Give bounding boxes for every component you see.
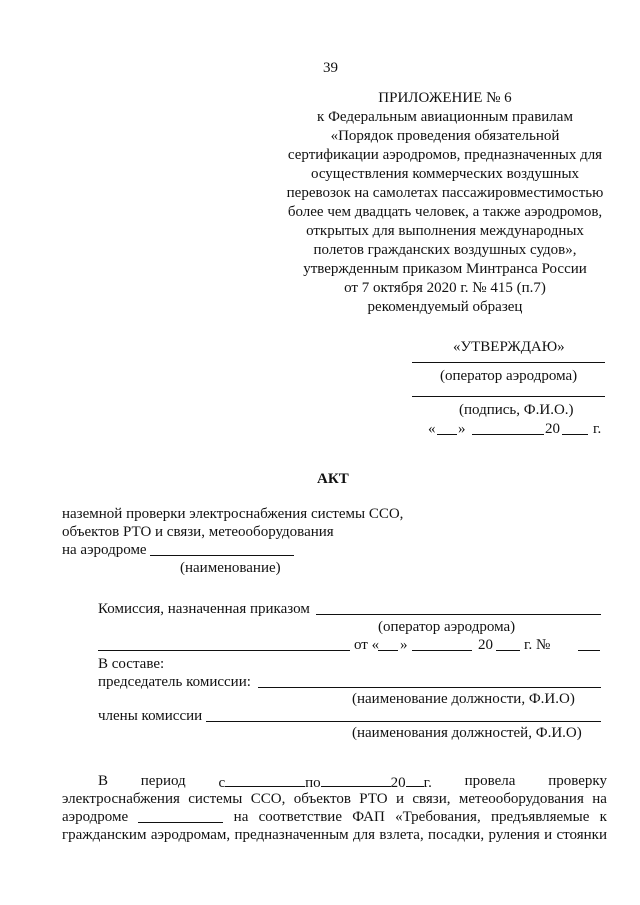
act-title: АКТ bbox=[317, 471, 349, 487]
page-number: 39 bbox=[323, 60, 338, 76]
body-word: электроснабжения bbox=[62, 791, 180, 807]
body-word: объектов bbox=[293, 791, 351, 807]
order-operator-caption: (оператор аэродрома) bbox=[378, 619, 516, 635]
members-field[interactable] bbox=[206, 721, 601, 722]
body-word: В bbox=[98, 773, 109, 789]
period-start-field[interactable] bbox=[225, 772, 305, 787]
body-word: на bbox=[592, 791, 607, 807]
appendix-line: открытых для выполнения международных bbox=[306, 223, 584, 239]
approval-year-suffix: г. bbox=[593, 421, 602, 437]
composition-label: В составе: bbox=[98, 656, 165, 672]
body-word: аэродроме bbox=[62, 809, 129, 825]
order-number-field[interactable] bbox=[578, 650, 600, 651]
body-line bbox=[62, 826, 607, 845]
body-word: «Требования, bbox=[395, 809, 481, 825]
body-line bbox=[62, 790, 607, 809]
chairman-label: председатель комиссии: bbox=[98, 674, 251, 690]
act-subject-line: объектов РТО и связи, метеооборудования bbox=[62, 524, 334, 540]
appendix-line: более чем двадцать человек, а также аэродромов, bbox=[287, 204, 603, 220]
order-issuer-field[interactable] bbox=[316, 614, 601, 615]
body-word: ФАП bbox=[352, 809, 385, 825]
body-word: РТО bbox=[359, 791, 388, 807]
order-day-field[interactable] bbox=[378, 650, 398, 651]
body-word: системы bbox=[188, 791, 243, 807]
chairman-field[interactable] bbox=[258, 687, 601, 688]
appendix-line: осуществления коммерческих воздушных bbox=[310, 166, 580, 182]
order-year-field[interactable] bbox=[496, 650, 520, 651]
appendix-line: перевозок на самолетах пассажировместимостью bbox=[286, 185, 604, 201]
body-word: стоянки bbox=[556, 827, 607, 843]
commission-order-label: Комиссия, назначенная приказом bbox=[98, 601, 310, 617]
body-word: провела bbox=[464, 773, 516, 789]
body-word: и bbox=[544, 827, 553, 843]
appendix-line: от 7 октября 2020 г. № 415 (п.7) bbox=[344, 280, 546, 296]
appendix-line: сертификации аэродромов, предназначенных для bbox=[287, 147, 603, 163]
body-word: посадки, bbox=[428, 827, 485, 843]
operator-caption: (оператор аэродрома) bbox=[440, 368, 578, 384]
body-word: к bbox=[599, 809, 607, 825]
body-word: проверку bbox=[548, 773, 607, 789]
airport-caption: (наименование) bbox=[180, 560, 281, 576]
body-word: аэродромам, bbox=[150, 827, 231, 843]
body-word: метеооборудования bbox=[458, 791, 584, 807]
approval-date-open-quote: « bbox=[428, 421, 436, 437]
appendix-line: утвержденным приказом Минтранса России bbox=[303, 261, 587, 277]
airport-name-field[interactable] bbox=[150, 555, 294, 556]
body-word: г. bbox=[423, 775, 432, 791]
body-word: по bbox=[305, 775, 321, 791]
body-word: ССО, bbox=[250, 791, 286, 807]
act-subject-line: наземной проверки электроснабжения системы ССО, bbox=[62, 506, 404, 522]
body-line bbox=[62, 808, 607, 827]
order-year-prefix: 20 bbox=[478, 637, 493, 653]
appendix-title: ПРИЛОЖЕНИЕ № 6 bbox=[378, 90, 512, 106]
body-airport-field[interactable] bbox=[138, 808, 223, 823]
approval-date-close-quote: » bbox=[458, 421, 466, 437]
appendix-line: «Порядок проведения обязательной bbox=[330, 128, 560, 144]
approval-day-field[interactable] bbox=[437, 434, 457, 435]
operator-line[interactable] bbox=[412, 362, 605, 363]
body-word: 20 bbox=[390, 775, 406, 791]
signature-caption: (подпись, Ф.И.О.) bbox=[459, 402, 574, 418]
approval-year-field[interactable] bbox=[562, 434, 588, 435]
body-word: и bbox=[395, 791, 404, 807]
signature-line[interactable] bbox=[412, 396, 605, 397]
period-year-field[interactable] bbox=[406, 772, 424, 787]
order-quote-close: » bbox=[400, 637, 408, 653]
body-word: на bbox=[233, 809, 249, 825]
chairman-caption: (наименование должности, Ф.И.О) bbox=[352, 691, 575, 707]
body-word: с bbox=[218, 775, 226, 791]
appendix-line: к Федеральным авиационным правилам bbox=[317, 109, 573, 125]
body-word: взлета, bbox=[379, 827, 424, 843]
order-from-label: от « bbox=[354, 637, 380, 653]
approval-month-field[interactable] bbox=[472, 434, 544, 435]
body-word: связи, bbox=[412, 791, 451, 807]
order-extra-field[interactable] bbox=[98, 650, 350, 651]
members-label: члены комиссии bbox=[98, 708, 203, 724]
appendix-line: полетов гражданских воздушных судов», bbox=[313, 242, 577, 258]
airport-label: на аэродроме bbox=[62, 542, 147, 558]
body-word: руления bbox=[488, 827, 540, 843]
body-word: соответствие bbox=[258, 809, 342, 825]
body-word: гражданским bbox=[62, 827, 147, 843]
approval-title: «УТВЕРЖДАЮ» bbox=[453, 339, 565, 355]
appendix-line: рекомендуемый образец bbox=[367, 299, 523, 315]
body-word: для bbox=[353, 827, 376, 843]
approval-year-prefix: 20 bbox=[545, 421, 560, 437]
body-word: период bbox=[140, 773, 186, 789]
body-word: предназначенным bbox=[234, 827, 349, 843]
order-month-field[interactable] bbox=[412, 650, 472, 651]
order-number-label: г. № bbox=[524, 637, 551, 653]
body-word: предъявляемые bbox=[490, 809, 590, 825]
period-end-field[interactable] bbox=[321, 772, 391, 787]
members-caption: (наименования должностей, Ф.И.О) bbox=[352, 725, 582, 741]
